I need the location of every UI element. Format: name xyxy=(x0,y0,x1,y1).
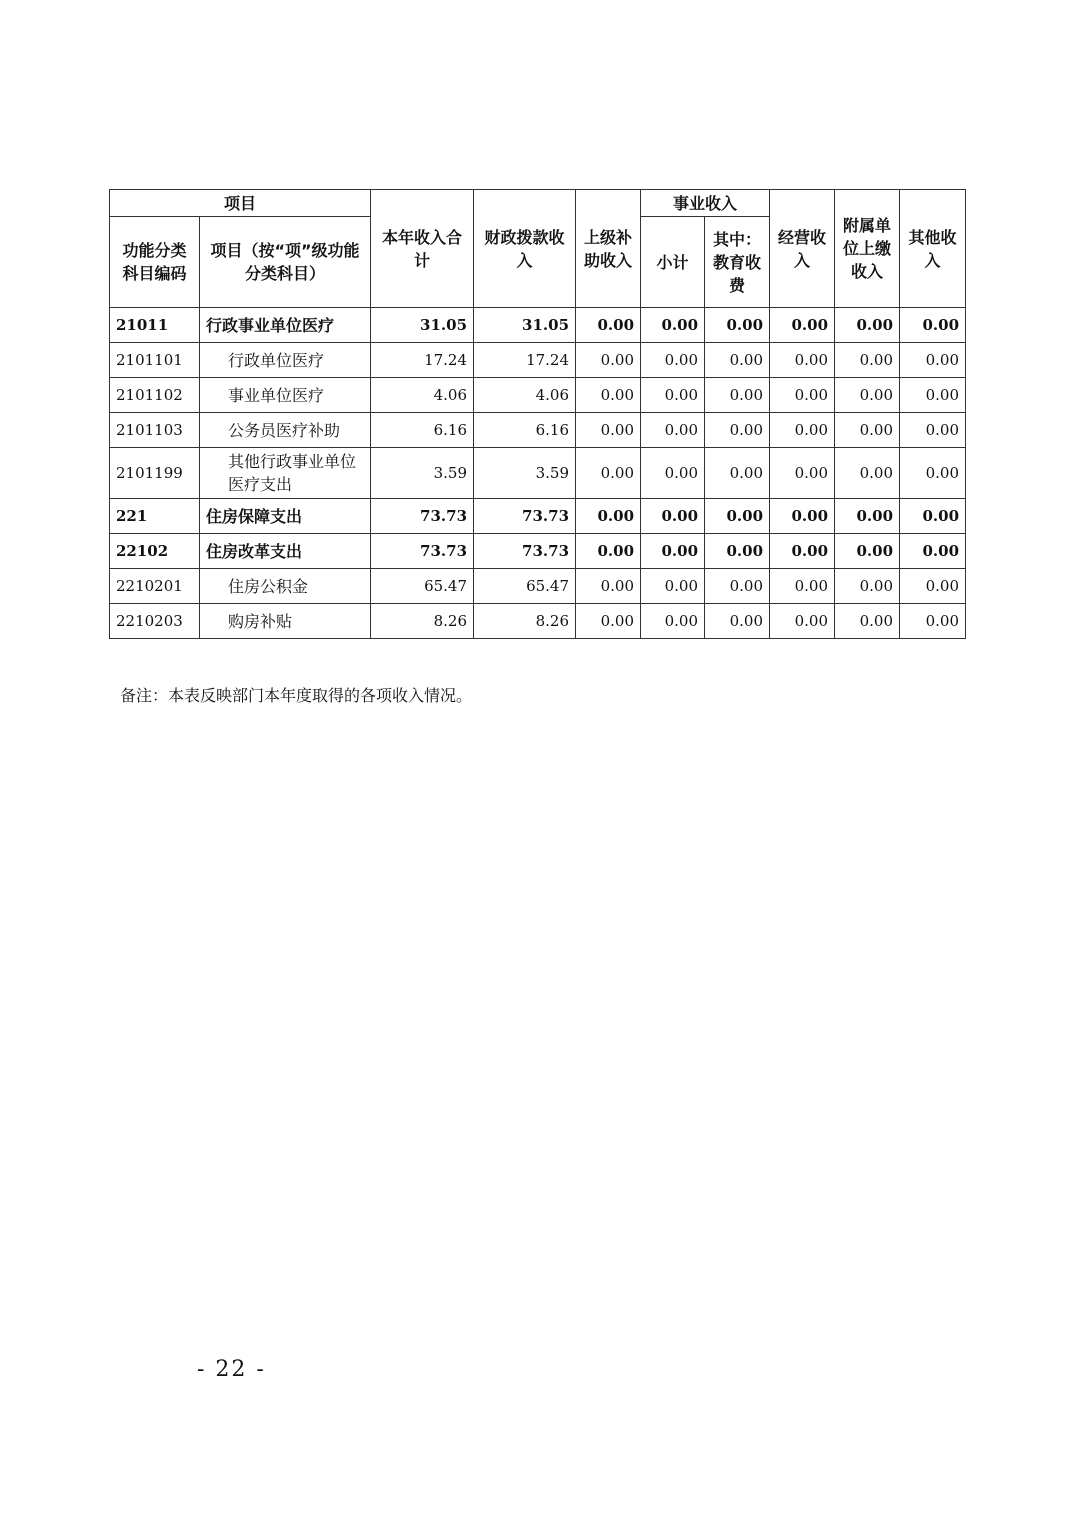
cell-name: 事业单位医疗 xyxy=(200,378,371,413)
cell-affiliated: 0.00 xyxy=(835,448,900,499)
cell-other: 0.00 xyxy=(900,308,966,343)
cell-subtotal: 0.00 xyxy=(641,308,705,343)
cell-affiliated: 0.00 xyxy=(835,499,900,534)
cell-superior: 0.00 xyxy=(576,308,641,343)
cell-business: 0.00 xyxy=(770,308,835,343)
cell-total: 6.16 xyxy=(371,413,474,448)
cell-subtotal: 0.00 xyxy=(641,534,705,569)
cell-other: 0.00 xyxy=(900,448,966,499)
table-row xyxy=(110,534,966,569)
header-row-1 xyxy=(110,190,966,217)
cell-superior: 0.00 xyxy=(576,343,641,378)
cell-business: 0.00 xyxy=(770,343,835,378)
cell-fiscal: 8.26 xyxy=(474,604,576,639)
cell-affiliated: 0.00 xyxy=(835,343,900,378)
table-row xyxy=(110,499,966,534)
table-row xyxy=(110,413,966,448)
cell-other: 0.00 xyxy=(900,534,966,569)
cell-business: 0.00 xyxy=(770,604,835,639)
cell-fiscal: 3.59 xyxy=(474,448,576,499)
cell-business: 0.00 xyxy=(770,534,835,569)
header-business: 经营收入 xyxy=(770,190,835,308)
cell-name: 行政单位医疗 xyxy=(200,343,371,378)
cell-total: 65.47 xyxy=(371,569,474,604)
cell-business: 0.00 xyxy=(770,499,835,534)
header-career-group: 事业收入 xyxy=(641,190,770,217)
cell-superior: 0.00 xyxy=(576,413,641,448)
header-fiscal: 财政拨款收入 xyxy=(474,190,576,308)
header-name: 项目（按“项”级功能分类科目） xyxy=(200,217,371,308)
cell-affiliated: 0.00 xyxy=(835,569,900,604)
cell-name: 公务员医疗补助 xyxy=(200,413,371,448)
cell-code: 2210203 xyxy=(110,604,200,639)
cell-code: 2210201 xyxy=(110,569,200,604)
cell-edu-fee: 0.00 xyxy=(705,378,770,413)
cell-edu-fee: 0.00 xyxy=(705,604,770,639)
cell-total: 31.05 xyxy=(371,308,474,343)
cell-other: 0.00 xyxy=(900,604,966,639)
cell-subtotal: 0.00 xyxy=(641,569,705,604)
header-affiliated: 附属单位上缴收入 xyxy=(835,190,900,308)
cell-edu-fee: 0.00 xyxy=(705,308,770,343)
cell-superior: 0.00 xyxy=(576,448,641,499)
table-row xyxy=(110,448,966,499)
cell-edu-fee: 0.00 xyxy=(705,534,770,569)
cell-total: 73.73 xyxy=(371,499,474,534)
cell-subtotal: 0.00 xyxy=(641,343,705,378)
cell-name: 住房公积金 xyxy=(200,569,371,604)
cell-code: 221 xyxy=(110,499,200,534)
cell-code: 2101101 xyxy=(110,343,200,378)
header-project-group: 项目 xyxy=(110,190,371,217)
cell-subtotal: 0.00 xyxy=(641,448,705,499)
header-total: 本年收入合计 xyxy=(371,190,474,308)
cell-total: 8.26 xyxy=(371,604,474,639)
cell-fiscal: 17.24 xyxy=(474,343,576,378)
table-row xyxy=(110,343,966,378)
cell-total: 3.59 xyxy=(371,448,474,499)
cell-superior: 0.00 xyxy=(576,604,641,639)
cell-fiscal: 6.16 xyxy=(474,413,576,448)
cell-business: 0.00 xyxy=(770,448,835,499)
cell-superior: 0.00 xyxy=(576,499,641,534)
cell-other: 0.00 xyxy=(900,378,966,413)
header-edu-fee: 其中：教育收费 xyxy=(705,217,770,308)
cell-affiliated: 0.00 xyxy=(835,308,900,343)
cell-affiliated: 0.00 xyxy=(835,604,900,639)
cell-fiscal: 65.47 xyxy=(474,569,576,604)
cell-other: 0.00 xyxy=(900,343,966,378)
cell-code: 2101103 xyxy=(110,413,200,448)
cell-affiliated: 0.00 xyxy=(835,534,900,569)
cell-code: 2101102 xyxy=(110,378,200,413)
cell-subtotal: 0.00 xyxy=(641,413,705,448)
cell-name: 行政事业单位医疗 xyxy=(200,308,371,343)
header-subtotal: 小计 xyxy=(641,217,705,308)
cell-business: 0.00 xyxy=(770,569,835,604)
cell-total: 73.73 xyxy=(371,534,474,569)
cell-superior: 0.00 xyxy=(576,534,641,569)
cell-name: 住房改革支出 xyxy=(200,534,371,569)
header-superior: 上级补助收入 xyxy=(576,190,641,308)
cell-total: 4.06 xyxy=(371,378,474,413)
table-row xyxy=(110,308,966,343)
cell-affiliated: 0.00 xyxy=(835,378,900,413)
income-table xyxy=(109,189,966,639)
cell-other: 0.00 xyxy=(900,499,966,534)
cell-edu-fee: 0.00 xyxy=(705,448,770,499)
cell-code: 21011 xyxy=(110,308,200,343)
cell-fiscal: 73.73 xyxy=(474,499,576,534)
cell-subtotal: 0.00 xyxy=(641,499,705,534)
cell-fiscal: 31.05 xyxy=(474,308,576,343)
cell-total: 17.24 xyxy=(371,343,474,378)
cell-name: 其他行政事业单位医疗支出 xyxy=(200,448,371,499)
cell-fiscal: 4.06 xyxy=(474,378,576,413)
cell-fiscal: 73.73 xyxy=(474,534,576,569)
table-row xyxy=(110,569,966,604)
cell-subtotal: 0.00 xyxy=(641,378,705,413)
page-number: - 22 - xyxy=(197,1357,266,1382)
cell-affiliated: 0.00 xyxy=(835,413,900,448)
cell-edu-fee: 0.00 xyxy=(705,343,770,378)
cell-superior: 0.00 xyxy=(576,569,641,604)
cell-edu-fee: 0.00 xyxy=(705,413,770,448)
cell-edu-fee: 0.00 xyxy=(705,569,770,604)
cell-code: 22102 xyxy=(110,534,200,569)
cell-edu-fee: 0.00 xyxy=(705,499,770,534)
header-code: 功能分类科目编码 xyxy=(110,217,200,308)
cell-superior: 0.00 xyxy=(576,378,641,413)
cell-other: 0.00 xyxy=(900,413,966,448)
cell-other: 0.00 xyxy=(900,569,966,604)
footnote: 备注：本表反映部门本年度取得的各项收入情况。 xyxy=(120,686,473,705)
cell-business: 0.00 xyxy=(770,378,835,413)
header-other: 其他收入 xyxy=(900,190,966,308)
cell-code: 2101199 xyxy=(110,448,200,499)
table-row xyxy=(110,604,966,639)
table-row xyxy=(110,378,966,413)
cell-business: 0.00 xyxy=(770,413,835,448)
cell-name: 住房保障支出 xyxy=(200,499,371,534)
cell-subtotal: 0.00 xyxy=(641,604,705,639)
cell-name: 购房补贴 xyxy=(200,604,371,639)
